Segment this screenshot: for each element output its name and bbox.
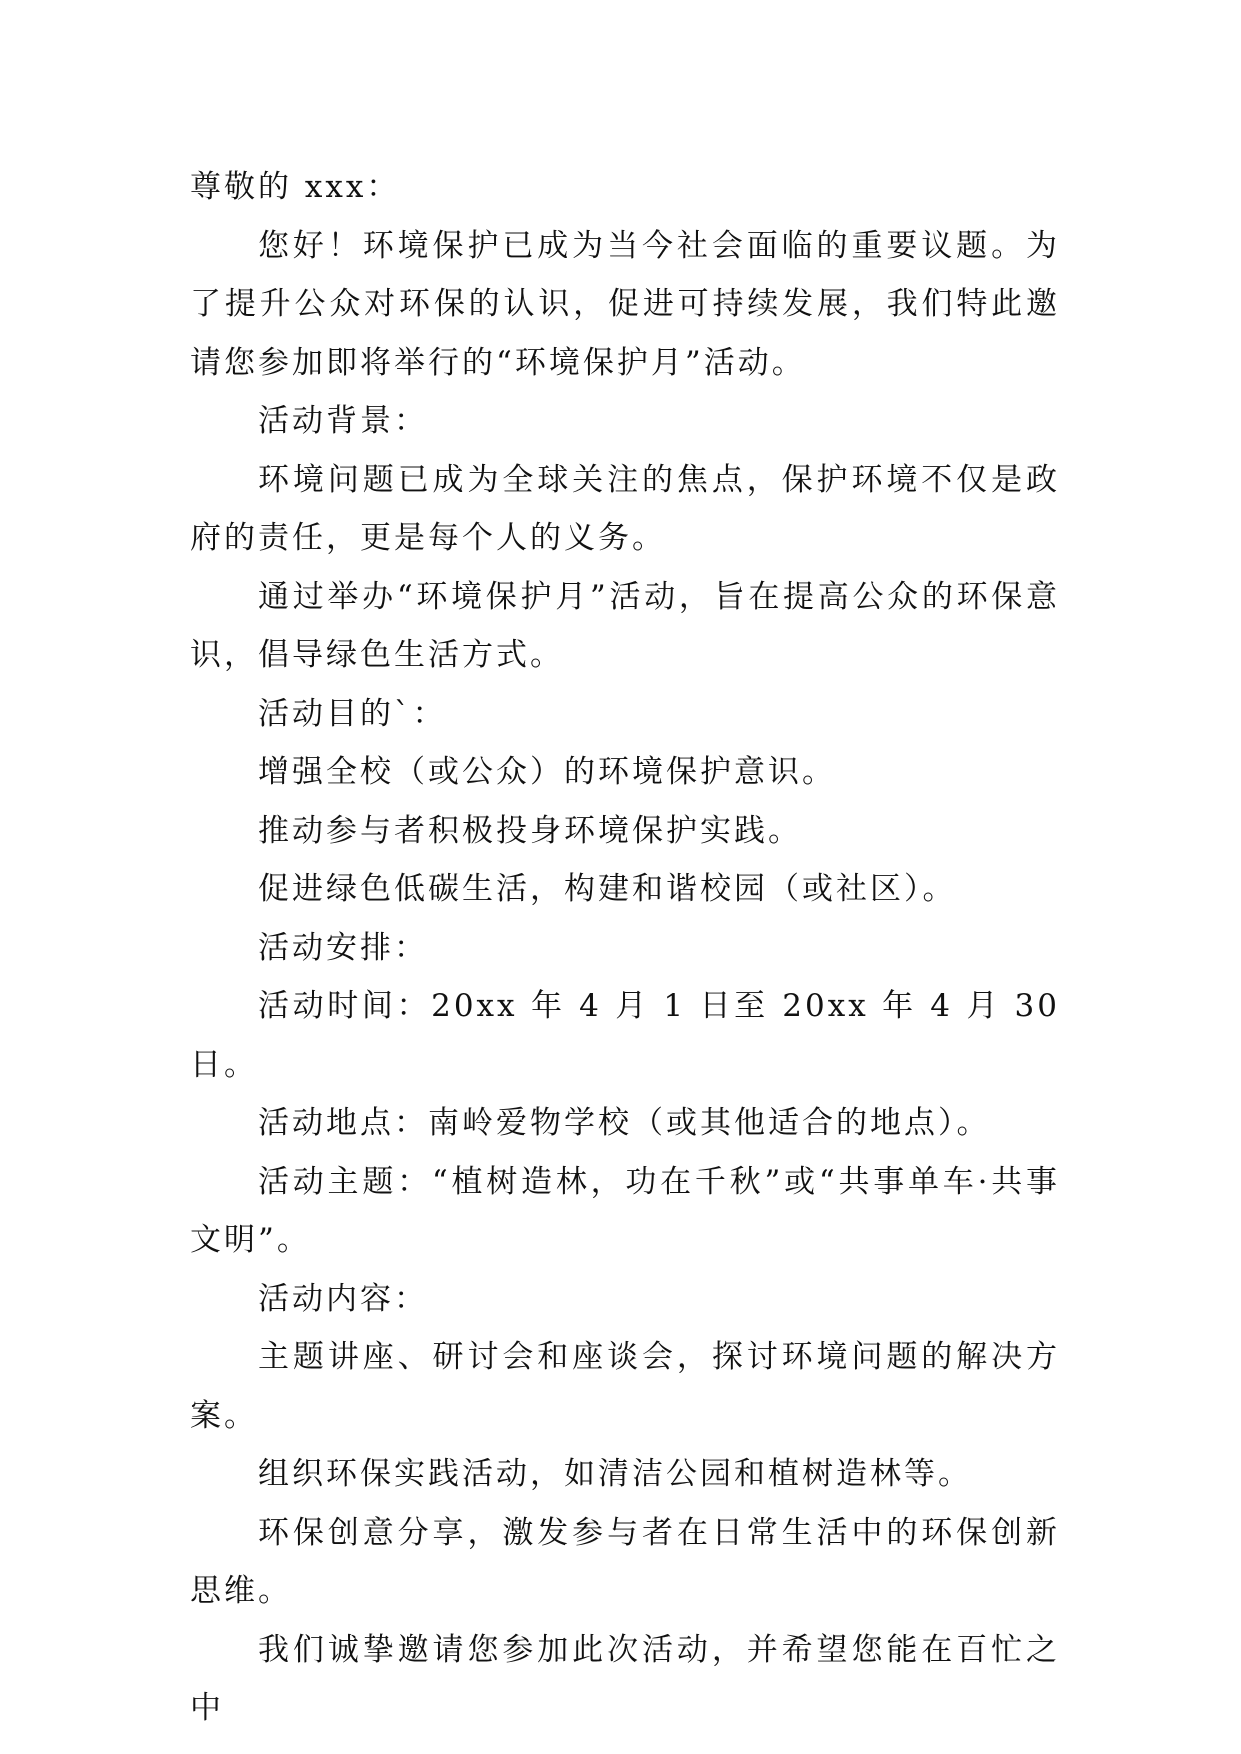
letter-body [190, 158, 1060, 1738]
paragraph-background-2: 通过举办“环境保护月”活动，旨在提高公众的环保意识，倡导绿色生活方式。 [190, 578, 1060, 673]
salutation: 尊敬的 xxx： [190, 169, 401, 205]
arrangement-time: 活动时间：20xx 年 4 月 1 日至 20xx 年 4 月 30 日。 [190, 988, 1060, 1083]
purpose-item-2: 推动参与者积极投身环境保护实践。 [258, 812, 802, 849]
content-item-3: 环保创意分享，激发参与者在日常生活中的环保创新思维。 [190, 1514, 1060, 1609]
paragraph-closing: 我们诚挚邀请您参加此次活动，并希望您能在百忙之中 [190, 1631, 1060, 1726]
heading-background: 活动背景： [258, 403, 428, 439]
heading-purpose: 活动目的`： [258, 695, 447, 732]
paragraph-greeting: 您好！环境保护已成为当今社会面临的重要议题。为了提升公众对环保的认识，促进可持续发展，我们特此邀请您参加即将举行的“环境保护月”活动。 [190, 227, 1060, 381]
content-item-1: 主题讲座、研讨会和座谈会，探讨环境问题的解决方案。 [190, 1339, 1060, 1434]
content-item-2: 组织环保实践活动，如清洁公园和植树造林等。 [258, 1456, 972, 1492]
heading-content: 活动内容： [258, 1280, 428, 1317]
purpose-item-1: 增强全校（或公众）的环境保护意识。 [258, 754, 836, 790]
arrangement-theme: 活动主题：“植树造林，功在千秋”或“共事单车·共事文明”。 [190, 1163, 1060, 1258]
heading-arrangement: 活动安排： [258, 929, 428, 966]
paragraph-background-1: 环境问题已成为全球关注的焦点，保护环境不仅是政府的责任，更是每个人的义务。 [190, 461, 1060, 556]
arrangement-location: 活动地点：南岭爱物学校（或其他适合的地点）。 [258, 1105, 991, 1141]
purpose-item-3: 促进绿色低碳生活，构建和谐校园（或社区）。 [258, 871, 957, 907]
